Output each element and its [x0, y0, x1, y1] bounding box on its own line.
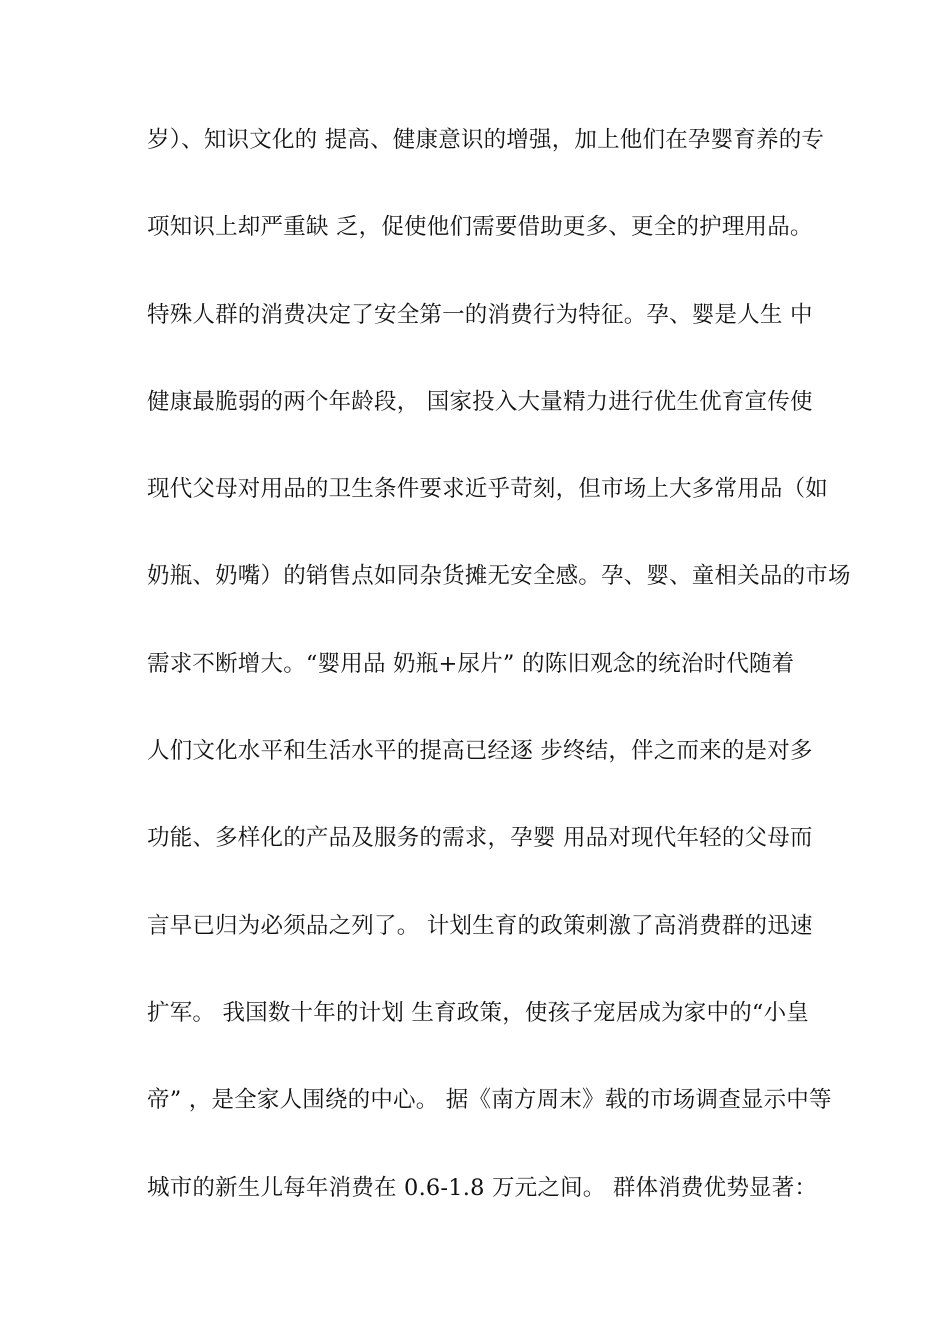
text-line: 健康最脆弱的两个年龄段， 国家投入大量精力进行优生优育宣传使 [147, 388, 813, 415]
text-line: 特殊人群的消费决定了安全第一的消费行为特征。孕、婴是人生 中 [147, 301, 813, 328]
text-line: 城市的新生儿每年消费在 0.6-1.8 万元之间。 群体消费优势显著： [147, 1174, 818, 1201]
text-line: 现代父母对用品的卫生条件要求近乎苛刻，但市场上大多常用品（如 [147, 476, 829, 503]
text-line: 岁）、知识文化的 提高、健康意识的增强，加上他们在孕婴育养的专 [147, 127, 825, 153]
text-line: 扩军。 我国数十年的计划 生育政策，使孩子宠居成为家中的“小皇 [147, 999, 810, 1026]
text-line: 需求不断增大。“婴用品 奶瓶+尿片” 的陈旧观念的统治时代随着 [147, 650, 795, 677]
text-line: 项知识上却严重缺 乏，促使他们需要借助更多、更全的护理用品。 [147, 214, 813, 241]
text-line: 言早已归为必须品之列了。 计划生育的政策刺激了高消费群的迅速 [147, 912, 813, 939]
body-text [147, 120, 851, 1255]
text-line: 奶瓶、奶嘴）的销售点如同杂货摊无安全感。孕、婴、童相关品的市场 [147, 563, 851, 590]
text-line: 人们文化水平和生活水平的提高已经逐 步终结，伴之而来的是对多 [147, 738, 813, 765]
text-line: 功能、多样化的产品及服务的需求，孕婴 用品对现代年轻的父母而 [147, 825, 813, 852]
text-line: 帝” ，是全家人围绕的中心。 据《南方周末》载的市场调查显示中等 [147, 1087, 832, 1114]
